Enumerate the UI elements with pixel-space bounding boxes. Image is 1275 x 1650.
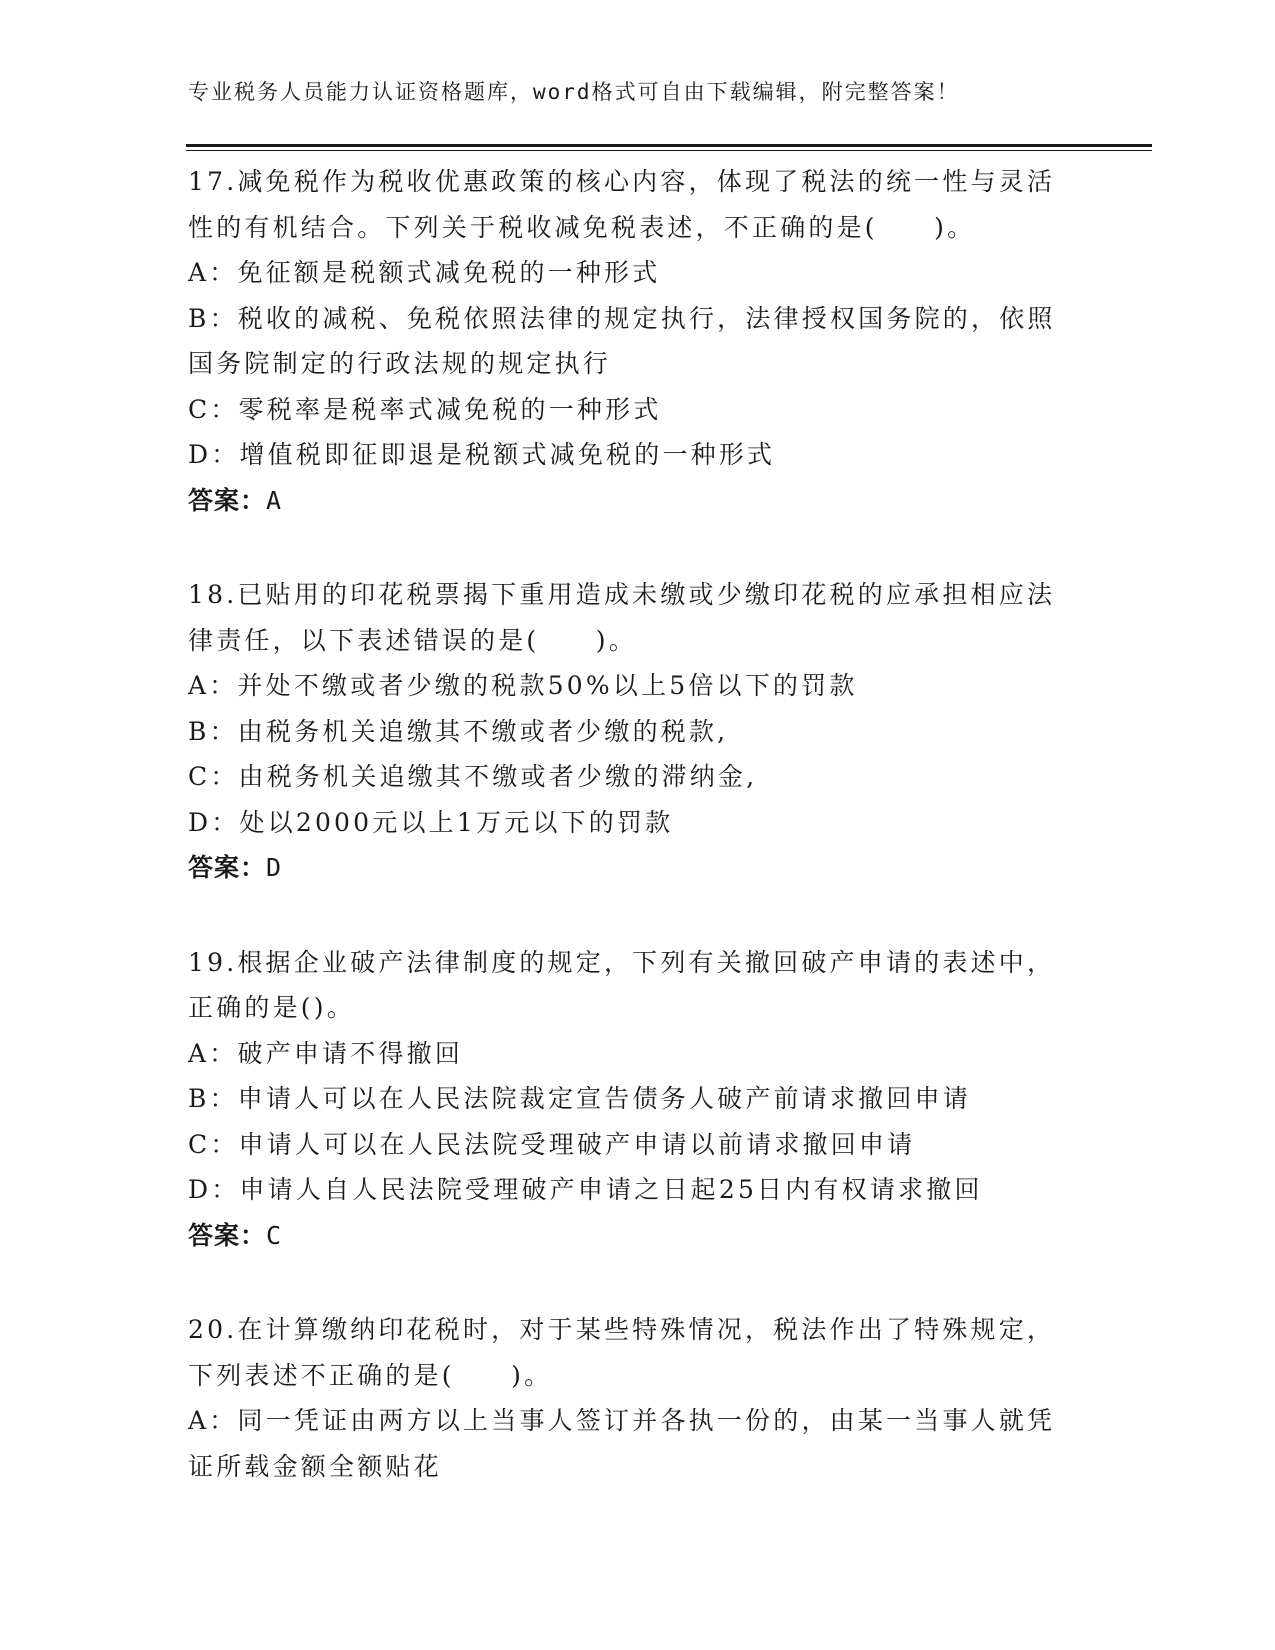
answer-value: A xyxy=(266,485,283,515)
question-stem-line: 性的有机结合。下列关于税收减免税表述，不正确的是( )。 xyxy=(188,212,976,242)
answer-line xyxy=(188,478,1088,524)
option-d: D：处以2000元以上1万元以下的罚款 xyxy=(188,807,674,837)
answer-label: 答案： xyxy=(188,1220,267,1250)
answer-label: 答案： xyxy=(188,853,267,882)
question-list xyxy=(188,159,1088,1538)
option-a: A：破产申请不得撤回 xyxy=(188,1038,464,1068)
answer-value: C xyxy=(266,1220,283,1250)
question-stem-line: 17.减免税作为税收优惠政策的核心内容，体现了税法的统一性与灵活 xyxy=(188,167,1056,196)
option-a: A：并处不缴或者少缴的税款50%以上5倍以下的罚款 xyxy=(188,671,858,700)
question-stem-line: 18.已贴用的印花税票揭下重用造成未缴或少缴印花税的应承担相应法 xyxy=(188,580,1056,609)
question-17 xyxy=(188,159,1088,523)
answer-line xyxy=(188,1213,1088,1259)
option-b: B：税收的减税、免税依照法律的规定执行，法律授权国务院的，依照 xyxy=(188,303,1056,333)
question-stem-line: 20.在计算缴纳印花税时，对于某些特殊情况，税法作出了特殊规定， xyxy=(188,1315,1056,1344)
question-stem-line: 律责任，以下表述错误的是( )。 xyxy=(188,625,637,655)
option-b: B：申请人可以在人民法院裁定宣告债务人破产前请求撤回申请 xyxy=(188,1084,971,1113)
answer-label: 答案： xyxy=(188,485,267,515)
question-18 xyxy=(188,572,1088,891)
header-rule-thin xyxy=(186,150,1152,151)
option-d: D：增值税即征即退是税额式减免税的一种形式 xyxy=(188,440,776,469)
option-a: A：同一凭证由两方以上当事人签订并各执一份的，由某一当事人就凭 xyxy=(188,1406,1056,1435)
option-a-continued: 证所载金额全额贴花 xyxy=(188,1451,442,1481)
question-stem-line: 正确的是()。 xyxy=(188,993,355,1022)
option-c: C：申请人可以在人民法院受理破产申请以前请求撤回申请 xyxy=(188,1129,916,1159)
page-header: 专业税务人员能力认证资格题库，word格式可自由下载编辑，附完整答案！ xyxy=(188,80,960,104)
header-rule-thick xyxy=(186,144,1152,147)
question-stem-line: 19.根据企业破产法律制度的规定，下列有关撤回破产申请的表述中， xyxy=(188,947,1056,977)
option-c: C：零税率是税率式减免税的一种形式 xyxy=(188,394,662,424)
option-c: C：由税务机关追缴其不缴或者少缴的滞纳金, xyxy=(188,762,758,791)
answer-line xyxy=(188,845,1088,891)
option-b-continued: 国务院制定的行政法规的规定执行 xyxy=(188,349,612,378)
option-a: A：免征额是税额式减免税的一种形式 xyxy=(188,258,661,287)
question-20 xyxy=(188,1307,1088,1489)
option-b: B：由税务机关追缴其不缴或者少缴的税款, xyxy=(188,716,729,746)
answer-value: D xyxy=(266,853,283,882)
option-d: D：申请人自人民法院受理破产申请之日起25日内有权请求撤回 xyxy=(188,1175,983,1204)
question-19 xyxy=(188,940,1088,1259)
question-stem-line: 下列表述不正确的是( )。 xyxy=(188,1360,553,1390)
